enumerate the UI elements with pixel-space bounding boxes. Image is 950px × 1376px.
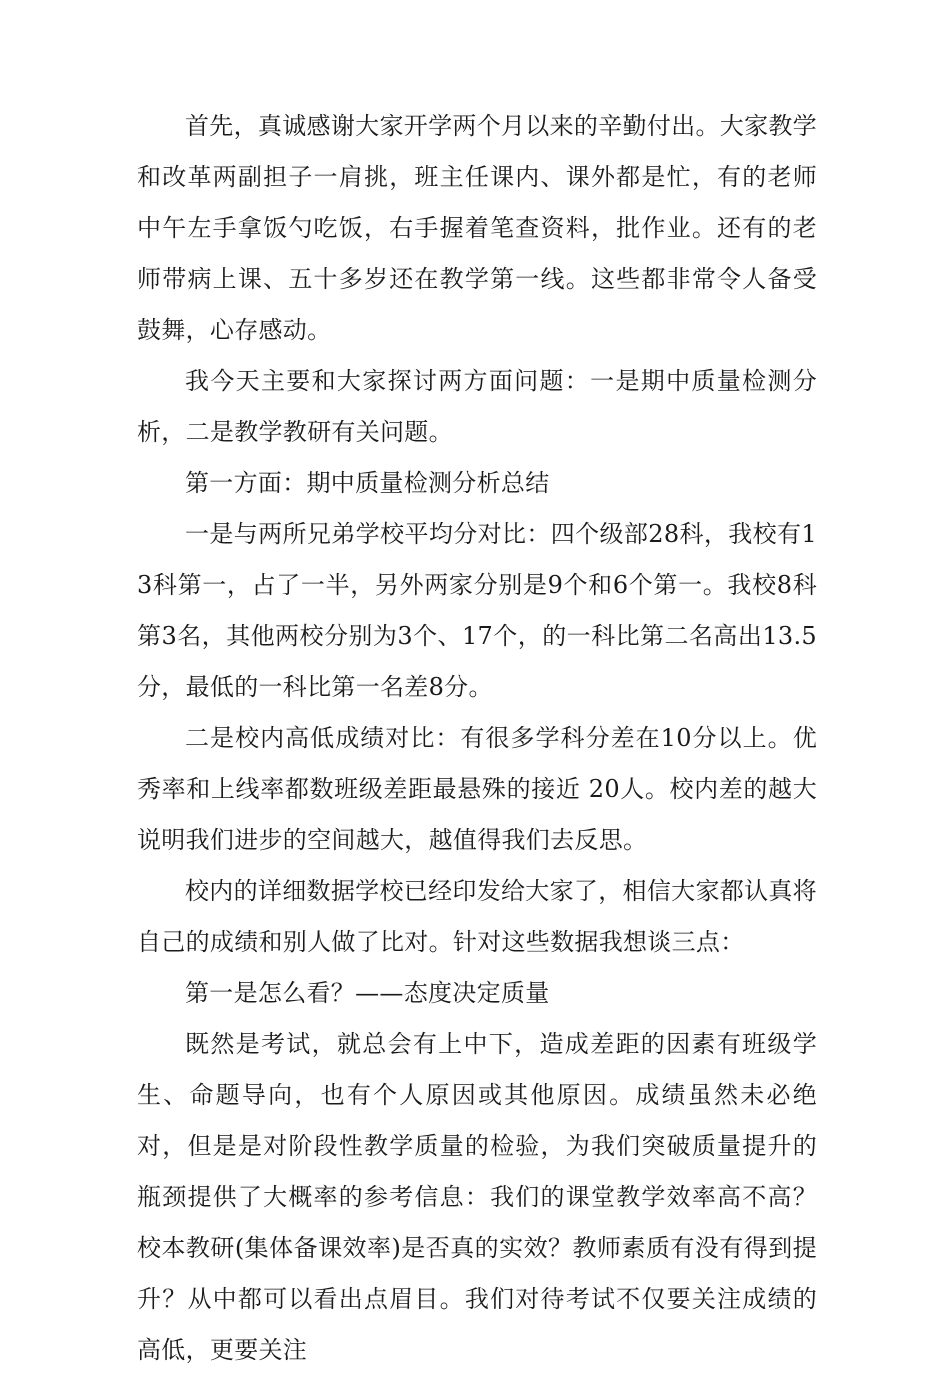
paragraph-topics: 我今天主要和大家探讨两方面问题：一是期中质量检测分析，二是教学教研有关问题。 [137,367,817,446]
paragraph-data-distributed: 校内的详细数据学校已经印发给大家了，相信大家都认真将自己的成绩和别人做了比对。针对这些数据我想谈三点： [137,877,817,956]
paragraph-thanks: 首先，真诚感谢大家开学两个月以来的辛勤付出。大家教学和改革两副担子一肩挑，班主任课内、课外都是忙，有的老师中午左手拿饭勺吃饭，右手握着笔查资料，批作业。还有的老师带病上课、五十多岁还在教学第一线。这些都非常令人备受鼓舞，心存感动。 [137,112,817,344]
section-heading-midterm-analysis: 第一方面：期中质量检测分析总结 [185,469,550,497]
paragraph-comparison-sister-schools: 一是与两所兄弟学校平均分对比：四个级部28科，我校有13科第一，占了一半，另外两家分别是9个和6个第一。我校8科第3名，其他两校分别为3个、17个，的一科比第二名高出13.5分，最低的一科比第一名差8分。 [137,520,817,701]
paragraph-exam-reflection: 既然是考试，就总会有上中下，造成差距的因素有班级学生、命题导向，也有个人原因或其他原因。成绩虽然未必绝对，但是是对阶段性教学质量的检验，为我们突破质量提升的瓶颈提供了大概率的参考信息：我们的课堂教学效率高不高？校本教研(集体备课效率)是否真的实效？教师素质有没有得到提升？从中都可以看出点眉目。我们对待考试不仅要关注成绩的高低，更要关注 [137,1030,817,1364]
subheading-attitude-decides-quality: 第一是怎么看？——态度决定质量 [185,979,550,1007]
document-body [137,101,817,1376]
paragraph-internal-comparison: 二是校内高低成绩对比：有很多学科分差在10分以上。优秀率和上线率都数班级差距最悬殊的接近 20人。校内差的越大说明我们进步的空间越大，越值得我们去反思。 [137,724,817,854]
